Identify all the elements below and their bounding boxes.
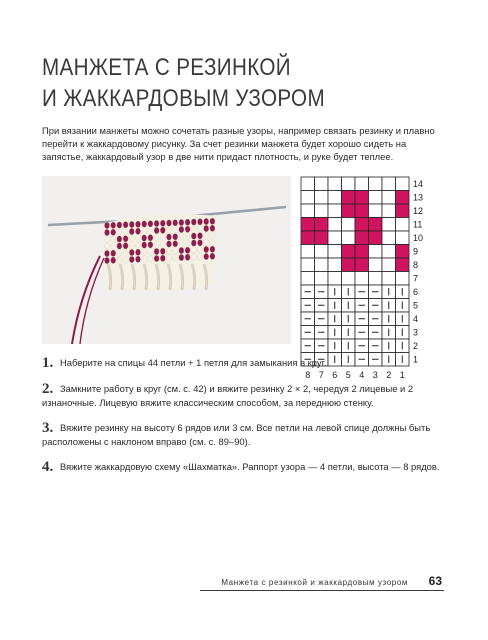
chart-cell <box>382 258 396 272</box>
cuff-stitch <box>210 253 215 260</box>
cuff-stitch <box>179 226 184 233</box>
cuff-stitch <box>179 254 184 261</box>
cuff-stitch <box>148 248 153 255</box>
cuff-stitch <box>173 247 178 254</box>
chart-cell <box>369 231 383 245</box>
cuff-stitch <box>104 257 109 264</box>
chart-cell <box>369 245 383 259</box>
cuff-stitch <box>197 225 202 232</box>
chart-cell <box>328 272 342 286</box>
chart-cell <box>355 258 369 272</box>
chart-cell <box>315 272 329 286</box>
cuff-stitch <box>204 218 209 225</box>
cuff-stitch <box>197 246 202 253</box>
cuff-stitch <box>185 247 190 254</box>
chart-col-label: 6 <box>332 370 338 378</box>
step-4-text: Вяжите жаккардовую схему «Шахматка». Раппорт узора — 4 петли, высота — 8 рядов. <box>60 461 440 472</box>
knitted-cuff <box>102 214 218 291</box>
cuff-stitch <box>135 256 140 263</box>
chart-cell <box>342 245 356 259</box>
chart-cell <box>328 231 342 245</box>
cuff-stitch <box>179 233 184 240</box>
cuff-stitch <box>104 250 109 257</box>
step-3-number: 3. <box>42 420 54 436</box>
cuff-stitch <box>135 242 140 249</box>
chart-cell <box>369 204 383 218</box>
title-line-2: И ЖАККАРДОВЫМ УЗОРОМ <box>42 85 325 112</box>
cuff-stitch <box>117 250 122 257</box>
chart-row-label: 14 <box>413 178 424 189</box>
chart-cell <box>342 204 356 218</box>
cuff-stitch <box>129 235 134 242</box>
cuff-stitch <box>135 249 140 256</box>
cuff-stitch <box>104 236 109 243</box>
chart-cell <box>301 272 315 286</box>
chart-cell <box>355 272 369 286</box>
chart-cell <box>301 258 315 272</box>
chart-cell <box>355 191 369 205</box>
chart-cell <box>396 272 410 286</box>
cuff-stitch <box>129 242 134 249</box>
cuff-stitch <box>160 255 165 262</box>
cuff-stitch <box>148 234 153 241</box>
chart-cell <box>315 177 329 191</box>
cuff-stitch <box>123 242 128 249</box>
cuff-stitch <box>173 219 178 226</box>
cuff-stitch <box>135 235 140 242</box>
cuff-stitch <box>148 255 153 262</box>
cuff-stitch <box>197 239 202 246</box>
step-1 <box>42 356 446 370</box>
cuff-stitch <box>111 236 116 243</box>
cuff-stitch <box>160 241 165 248</box>
cuff-stitch <box>117 236 122 243</box>
chart-cell <box>328 245 342 259</box>
cuff-stitch <box>129 228 134 235</box>
footer-rule <box>200 590 444 591</box>
cuff-stitch <box>210 225 215 232</box>
chart-cell <box>301 218 315 232</box>
step-4-number: 4. <box>42 459 54 475</box>
chart-cell <box>342 191 356 205</box>
cuff-stitch <box>117 229 122 236</box>
cuff-stitch <box>154 241 159 248</box>
cuff-stitch <box>117 257 122 264</box>
cuff-stitch <box>173 240 178 247</box>
chart-cell <box>396 231 410 245</box>
chart-row-label: 12 <box>413 205 424 216</box>
cuff-stitch <box>210 246 215 253</box>
chart-cell <box>328 191 342 205</box>
cuff-stitch <box>179 219 184 226</box>
cuff-stitch <box>123 249 128 256</box>
chart-cell <box>301 245 315 259</box>
cuff-stitch <box>191 226 196 233</box>
cuff-stitch <box>111 257 116 264</box>
cuff-stitch <box>210 218 215 225</box>
chart-cell <box>396 258 410 272</box>
chart-cell <box>328 258 342 272</box>
cuff-stitch <box>154 220 159 227</box>
cuff-stitch <box>191 247 196 254</box>
cuff-stitch <box>166 234 171 241</box>
cuff-stitch <box>111 250 116 257</box>
cuff-stitch <box>111 243 116 250</box>
cuff-stitch <box>191 254 196 261</box>
chart-cell <box>315 245 329 259</box>
chart-cell <box>301 191 315 205</box>
chart-cell <box>328 177 342 191</box>
step-2-text: Замкните работу в круг (см. с. 42) и вяжите резинку 2 × 2, чередуя 2 лицевые и 2 изнаночные. Лицевую вяжите классическим способом, за переднюю стенку. <box>42 383 414 408</box>
chart-row-label: 6 <box>413 286 419 297</box>
cuff-stitch <box>204 239 209 246</box>
cuff-stitch <box>129 249 134 256</box>
chart-cell <box>342 258 356 272</box>
chart-cell <box>396 177 410 191</box>
cuff-stitch <box>185 240 190 247</box>
cuff-stitch <box>160 248 165 255</box>
page-title <box>42 52 386 114</box>
cuff-stitch <box>179 247 184 254</box>
cuff-stitch <box>123 228 128 235</box>
cuff-stitch <box>197 253 202 260</box>
steps-list <box>42 356 446 486</box>
cuff-stitch <box>173 226 178 233</box>
chart-cell <box>301 231 315 245</box>
chart-cell <box>396 245 410 259</box>
chart-cell <box>369 258 383 272</box>
cuff-stitch <box>185 226 190 233</box>
cuff-stitch <box>160 234 165 241</box>
cuff-stitch <box>104 222 109 229</box>
chart-cell <box>315 204 329 218</box>
chart-cell <box>355 218 369 232</box>
cuff-stitch <box>142 249 147 256</box>
cuff-stitch <box>148 220 153 227</box>
chart-cell <box>315 258 329 272</box>
chart-cell <box>369 218 383 232</box>
cuff-stitch <box>185 254 190 261</box>
cuff-stitch <box>173 254 178 261</box>
cuff-stitch <box>204 232 209 239</box>
chart-row-label: 11 <box>413 219 423 230</box>
chart-row-label: 3 <box>413 327 419 338</box>
chart-cell <box>315 231 329 245</box>
step-4 <box>42 460 446 474</box>
cuff-stitch <box>197 232 202 239</box>
chart-col-label: 3 <box>372 370 378 378</box>
chart-col-label: 7 <box>318 370 324 378</box>
chart-col-label: 5 <box>345 370 351 378</box>
cuff-stitch <box>173 233 178 240</box>
chart-cell <box>382 218 396 232</box>
chart-row-label: 8 <box>413 259 419 270</box>
cuff-stitch <box>166 255 171 262</box>
cuff-stitch <box>104 243 109 250</box>
intro-paragraph: При вязании манжеты можно сочетать разные узоры, например связать резинку и плавно перейти к жаккардовому рисунку. За счет резинки манжета будет хорошо сидеть на запястье, жаккардовый узор в две нити придаст плотность, и руке будет теплее. <box>42 125 435 163</box>
cuff-stitch <box>210 239 215 246</box>
cuff-stitch <box>117 243 122 250</box>
cuff-stitch <box>135 228 140 235</box>
jacquard-chart-grid <box>300 176 446 378</box>
cuff-stitch <box>166 220 171 227</box>
chart-cell <box>382 245 396 259</box>
page-footer <box>200 574 444 594</box>
cuff-stitch <box>142 235 147 242</box>
cuff-stitch <box>111 229 116 236</box>
cuff-stitch <box>166 248 171 255</box>
chart-col-label: 8 <box>305 370 311 378</box>
chart-cell <box>355 231 369 245</box>
chart-cell <box>382 204 396 218</box>
chart-cell <box>396 218 410 232</box>
chart-row-label: 5 <box>413 300 419 311</box>
cuff-stitch <box>123 235 128 242</box>
chart-row-label: 10 <box>413 232 424 243</box>
cuff-stitch <box>123 221 128 228</box>
cuff-stitch <box>142 221 147 228</box>
cuff-stitch <box>135 221 140 228</box>
cuff-stitch <box>160 227 165 234</box>
cuff-stitch <box>142 242 147 249</box>
chart-row-label: 13 <box>413 192 424 203</box>
chart-cell <box>342 218 356 232</box>
chart-cell <box>342 177 356 191</box>
cuff-stitch <box>179 240 184 247</box>
chart-cell <box>369 191 383 205</box>
cuff-stitch <box>191 240 196 247</box>
cuff-stitch <box>204 253 209 260</box>
chart-cell <box>355 177 369 191</box>
chart-cell <box>328 204 342 218</box>
cuff-stitch <box>204 225 209 232</box>
chart-cell <box>315 191 329 205</box>
chart-cell <box>369 177 383 191</box>
chart-col-label: 2 <box>386 370 392 378</box>
chart-cell <box>355 204 369 218</box>
chart-cell <box>382 272 396 286</box>
chart-row-label: 2 <box>413 340 419 351</box>
jacquard-chart <box>300 176 446 378</box>
cuff-stitch <box>123 256 128 263</box>
cuff-stitch <box>129 221 134 228</box>
chart-cell <box>315 218 329 232</box>
cuff-stitch <box>197 218 202 225</box>
cuff-stitch <box>154 227 159 234</box>
cuff-stitch <box>154 234 159 241</box>
cuff-stitch <box>142 256 147 263</box>
cuff-stitch <box>154 248 159 255</box>
chart-cell <box>396 191 410 205</box>
cuff-stitch <box>142 228 147 235</box>
cuff-stitch <box>166 227 171 234</box>
chart-col-label: 4 <box>359 370 365 378</box>
cuff-stitch <box>191 233 196 240</box>
cuff-stitch <box>210 232 215 239</box>
step-3 <box>42 421 446 448</box>
step-2-number: 2. <box>42 381 54 397</box>
chart-cell <box>301 204 315 218</box>
step-2 <box>42 382 446 409</box>
chart-cell <box>342 272 356 286</box>
chart-cell <box>328 218 342 232</box>
step-1-text: Наберите на спицы 44 петли + 1 петля для замыкания в круг. <box>60 357 327 368</box>
step-3-text: Вяжите резинку на высоту 6 рядов или 3 см. Все петли на левой спице должны быть расположены с наклоном вправо (см. с. 89–90). <box>42 422 431 447</box>
cuff-stitch <box>191 219 196 226</box>
chart-cell <box>396 204 410 218</box>
chart-cell <box>382 177 396 191</box>
cuff-stitch <box>104 229 109 236</box>
chart-col-label: 1 <box>399 370 405 378</box>
cuff-stitch <box>148 227 153 234</box>
cuff-stitch <box>129 256 134 263</box>
cuff-stitch <box>117 222 122 229</box>
title-line-1: МАНЖЕТА С РЕЗИНКОЙ <box>42 54 291 81</box>
chart-cell <box>382 191 396 205</box>
chart-cell <box>301 177 315 191</box>
step-1-number: 1. <box>42 355 54 371</box>
chart-cell <box>382 231 396 245</box>
chart-row-label: 7 <box>413 273 419 284</box>
cuff-stitch <box>185 233 190 240</box>
chart-row-label: 4 <box>413 313 419 324</box>
cuff-stitch <box>154 255 159 262</box>
cuff-stitch <box>160 220 165 227</box>
running-head: Манжета с резинкой и жаккардовым узором <box>221 578 408 587</box>
page-number: 63 <box>428 574 442 588</box>
chart-cell <box>369 272 383 286</box>
chart-row-label: 1 <box>413 354 419 365</box>
knitted-cuff-photo <box>42 176 291 344</box>
cuff-stitch <box>148 241 153 248</box>
cuff-stitch <box>185 219 190 226</box>
cuff-stitch <box>111 222 116 229</box>
chart-cell <box>355 245 369 259</box>
cuff-stitch <box>204 246 209 253</box>
chart-row-label: 9 <box>413 246 419 257</box>
cuff-stitch <box>166 241 171 248</box>
chart-cell <box>342 231 356 245</box>
